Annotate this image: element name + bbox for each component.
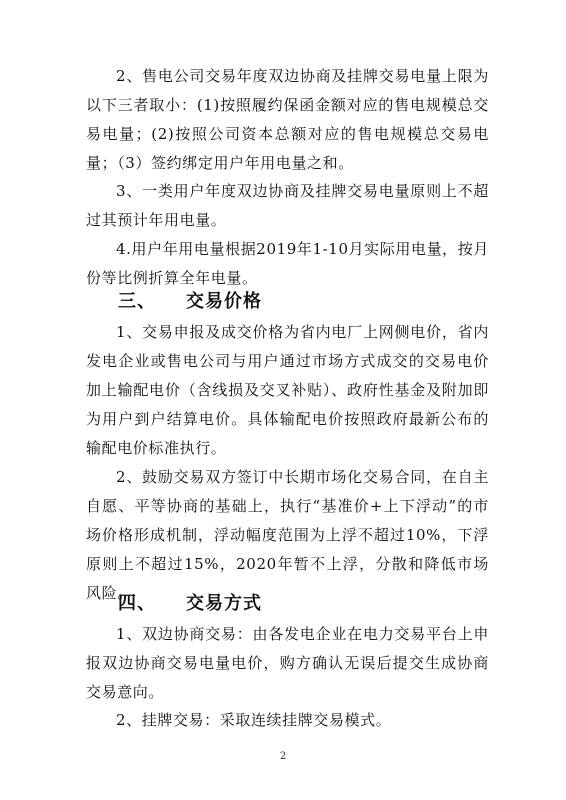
page-number: 2 bbox=[279, 751, 287, 762]
paragraph-price-mechanism: 2、鼓励交易双方签订中长期市场化交易合同，在自主自愿、平等协商的基础上，执行“基准价+上下浮动”的市场价格形成机制，浮动幅度范围为上浮不超过10%，下浮原则上不超过15%，2020年暂不上浮，分散和降低市场风险。 bbox=[86, 468, 489, 602]
section-number: 三、 bbox=[118, 291, 156, 312]
section-heading-trade-price bbox=[118, 290, 262, 314]
paragraph-user-quota: 3、一类用户年度双边协商及挂牌交易电量原则上不超过其预计年用电量。 bbox=[86, 182, 489, 229]
paragraph-price-basis: 1、交易申报及成交价格为省内电厂上网侧电价，省内发电企业或售电公司与用户通过市场方式成交的交易电价加上输配电价（含线损及交叉补贴）、政府性基金及附加即为用户到户结算电价。具体输配电价按照政府最新公布的输配电价标准执行。 bbox=[86, 323, 489, 457]
section-number: 四、 bbox=[118, 593, 156, 614]
paragraph-annual-usage: 4.用户年用电量根据2019年1-10月实际用电量，按月份等比例折算全年电量。 bbox=[86, 240, 489, 287]
paragraph-listing-trade: 2、挂牌交易：采取连续挂牌交易模式。 bbox=[116, 711, 392, 729]
paragraph-seller-quota: 2、售电公司交易年度双边协商及挂牌交易电量上限为以下三者取小：(1)按照履约保函金额对应的售电规模总交易电量；(2)按照公司资本总额对应的售电规模总交易电量；（3）签约绑定用户年用电量之和。 bbox=[86, 67, 489, 172]
section-title: 交易价格 bbox=[186, 291, 262, 312]
section-heading-trade-method bbox=[118, 592, 262, 616]
paragraph-bilateral-trade: 1、双边协商交易：由各发电企业在电力交易平台上申报双边协商交易电量电价，购方确认无误后提交生成协商交易意向。 bbox=[86, 625, 489, 701]
section-title: 交易方式 bbox=[186, 593, 262, 614]
